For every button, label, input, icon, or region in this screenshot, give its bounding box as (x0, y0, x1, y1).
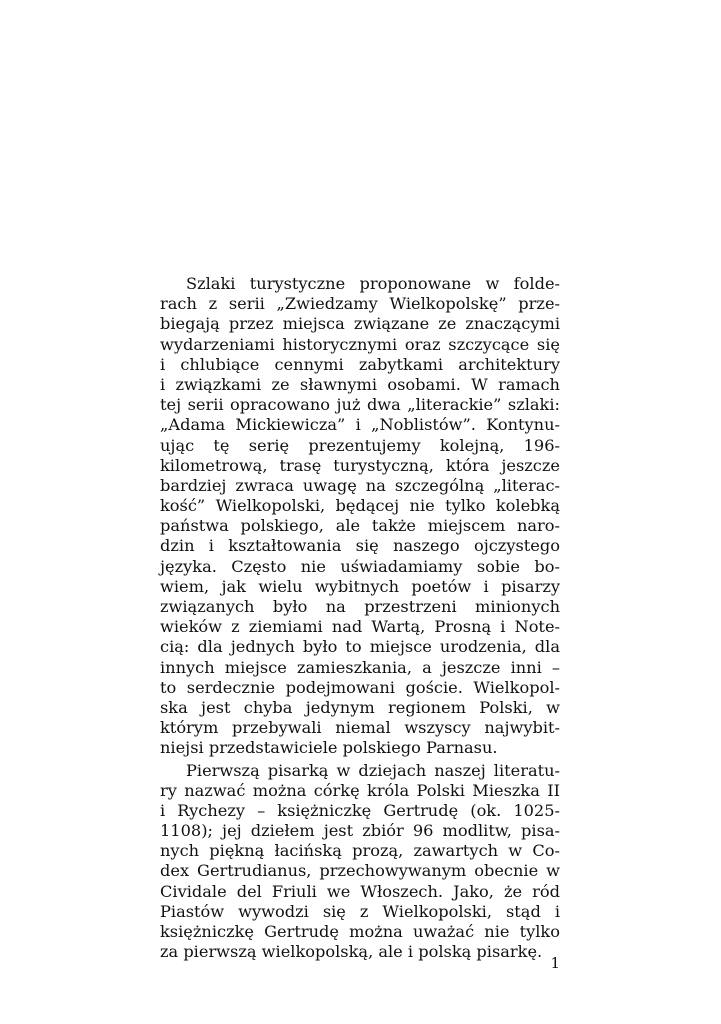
text-line: Cividale del Friuli we Włoszech. Jako, że ród (160, 881, 560, 901)
text-line: kilometrową, trasę turystyczną, która jeszcze (160, 455, 560, 475)
text-line: związanych było na przestrzeni minionych (160, 597, 560, 616)
text-line: to serdecznie podejmowani goście. Wielkopol- (160, 677, 560, 697)
text-line: bardziej zwraca uwagę na szczególną „literac- (160, 475, 560, 495)
text-line: ska jest chyba jedynym regionem Polski, w (160, 697, 560, 717)
text-line: wieków z ziemiami nad Wartą, Prosną i Note- (160, 617, 560, 637)
paragraph-2 (160, 761, 560, 963)
text-line: rach z serii „Zwiedzamy Wielkopolskę” prze- (160, 294, 560, 314)
text-line: cią: dla jednych było to miejsce urodzenia, dla (160, 637, 560, 657)
text-line: innych miejsce zamieszkania, a jeszcze inni – (160, 657, 560, 677)
text-line: kość” Wielkopolski, będącej nie tylko kolebką (160, 496, 560, 516)
text-line: i Rychezy – księżniczkę Gertrudę (ok. 1025- (160, 800, 560, 820)
text-line: Piastów wywodzi się z Wielkopolski, stąd i (160, 901, 560, 921)
text-line: wiem, jak wielu wybitnych poetów i pisarzy (160, 576, 560, 596)
body-text (160, 274, 560, 962)
text-line: państwa polskiego, ale także miejscem naro- (160, 516, 560, 536)
text-line: i związkami ze sławnymi osobami. W ramach (160, 374, 560, 394)
text-line: biegają przez miejsca związane ze znaczącymi (160, 314, 560, 334)
text-line: tej serii opracowano już dwa „literackie” szlaki: (160, 395, 560, 415)
text-line: księżniczkę Gertrudę można uważać nie tylko (160, 922, 560, 941)
text-line: za pierwszą wielkopolską, ale i polską pisarkę. (160, 942, 543, 962)
text-line: i chlubiące cennymi zabytkami architektury (160, 354, 560, 374)
text-line: ując tę serię prezentujemy kolejną, 196- (160, 435, 560, 455)
text-line: ry nazwać można córkę króla Polski Mieszka II (160, 780, 560, 800)
text-line: języka. Często nie uświadamiamy sobie bo- (160, 556, 560, 576)
text-line: nych piękną łacińską prozą, zawartych w Co- (160, 841, 560, 861)
text-line: Pierwszą pisarką w dziejach naszej literatu- (186, 760, 560, 780)
text-line: Szlaki turystyczne proponowane w folde- (186, 274, 560, 293)
text-line: dzin i kształtowania się naszego ojczystego (160, 536, 560, 556)
text-line: niejsi przedstawiciele polskiego Parnasu. (160, 738, 498, 758)
paragraph-1 (160, 274, 560, 759)
text-line: 1108); jej dziełem jest zbiór 96 modlitw, pisa- (160, 821, 560, 841)
text-line: „Adama Mickiewicza” i „Noblistów”. Kontynu- (160, 415, 560, 435)
page-number: 1 (550, 954, 560, 972)
text-line: wydarzeniami historycznymi oraz szczycące się (160, 334, 560, 354)
text-line: dex Gertrudianus, przechowywanym obecnie w (160, 861, 560, 881)
text-line: którym przebywali niemal wszyscy najwybit- (160, 718, 560, 738)
